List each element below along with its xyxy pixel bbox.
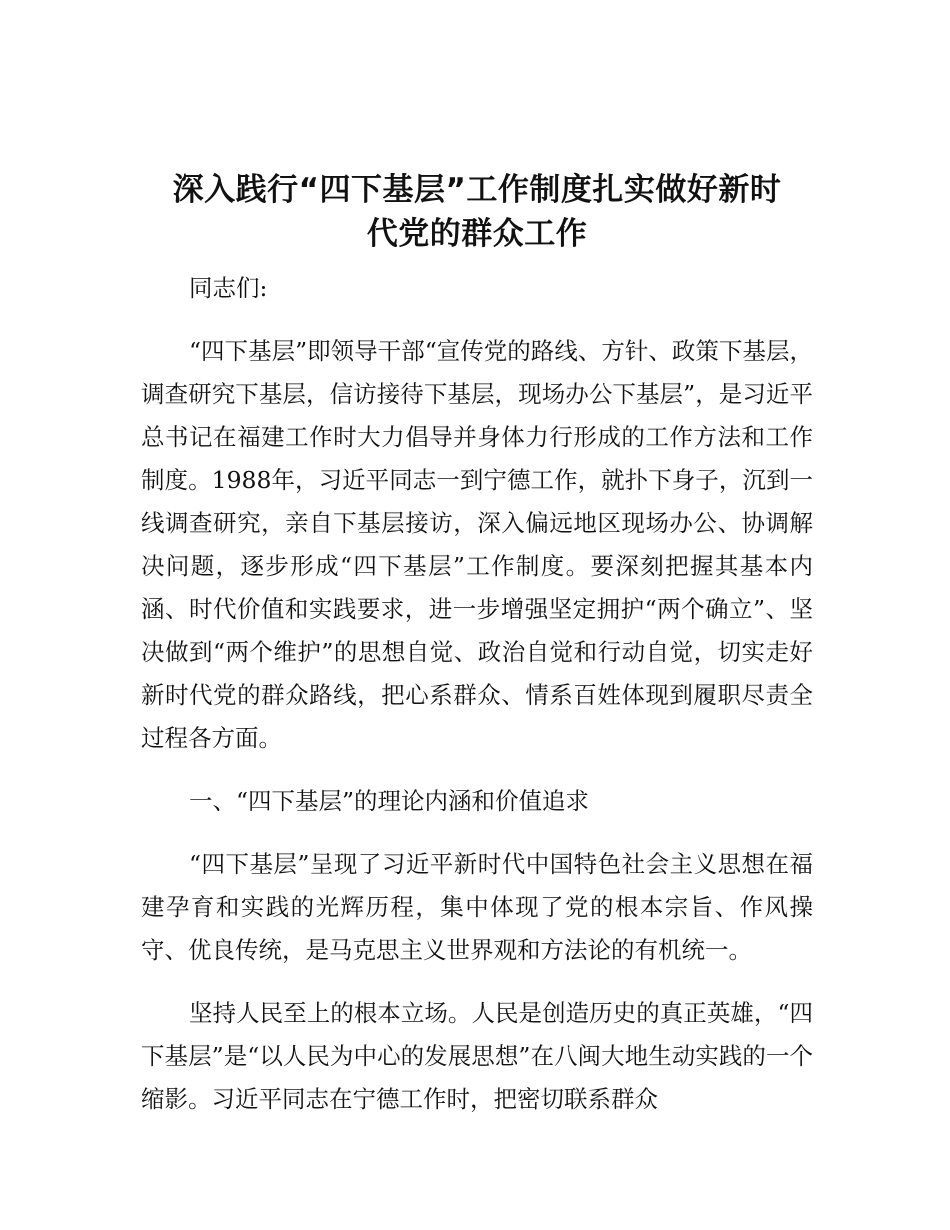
paragraph-intro: “四下基层”即领导干部“宣传党的路线、方针、政策下基层，调查研究下基层，信访接待下基层，现场办公下基层”，是习近平总书记在福建工作时大力倡导并身体力行形成的工作方法和工作制度。1988年，习近平同志一到宁德工作，就扑下身子，沉到一线调查研究，亲自下基层接访，深入偏远地区现场办公、协调解决问题，逐步形成“四下基层”工作制度。要深刻把握其基本内涵、时代价值和实践要求，进一步增强坚定拥护“两个确立”、坚决做到“两个维护”的思想自觉、政治自觉和行动自觉，切实走好新时代党的群众路线，把心系群众、情系百姓体现到履职尽责全过程各方面。 <box>141 337 813 752</box>
title-line-2: 代党的群众工作 <box>366 216 588 252</box>
document-body <box>141 168 813 1121</box>
title-line-1: 深入践行“四下基层”工作制度扎实做好新时 <box>172 172 782 208</box>
salutation: 同志们: <box>189 274 268 302</box>
section-heading-1: 一、“四下基层”的理论内涵和价值追求 <box>189 787 590 815</box>
document-title <box>141 168 813 256</box>
paragraph-people-first: 坚持人民至上的根本立场。人民是创造历史的真正英雄，“四下基层”是“以人民为中心的发展思想”在八闽大地生动实践的一个缩影。习近平同志在宁德工作时，把密切联系群众 <box>141 999 813 1113</box>
paragraph-section-1: “四下基层”呈现了习近平新时代中国特色社会主义思想在福建孕育和实践的光辉历程，集中体现了党的根本宗旨、作风操守、优良传统，是马克思主义世界观和方法论的有机统一。 <box>141 850 813 964</box>
